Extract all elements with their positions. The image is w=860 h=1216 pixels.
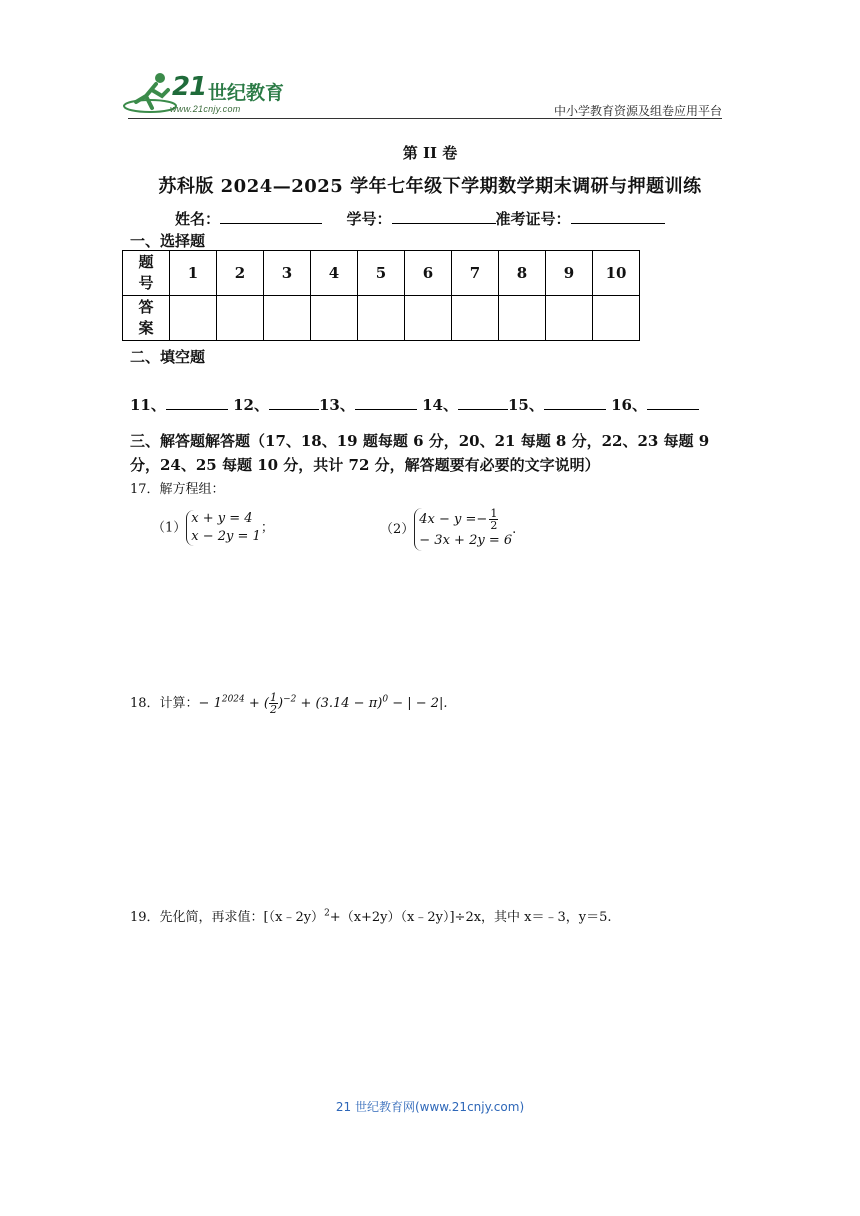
answer-cell[interactable] <box>311 296 358 341</box>
fill-blank[interactable] <box>544 395 606 410</box>
table-row <box>123 296 640 341</box>
fill-blank[interactable] <box>355 395 417 410</box>
answer-cell[interactable] <box>405 296 452 341</box>
exam-title: 苏科版 2024—2025 学年七年级下学期数学期末调研与押题训练 <box>158 176 702 197</box>
equation: $4x - y =- \frac{1}{2}$ <box>419 507 498 532</box>
answer-cell[interactable] <box>499 296 546 341</box>
volume-label: 第 II 卷 <box>402 144 458 162</box>
answer-cell[interactable] <box>170 296 217 341</box>
student-info <box>175 208 665 229</box>
id-label: 学号： <box>346 210 392 228</box>
platform-label: 中小学教育资源及组卷应用平台 <box>553 104 722 118</box>
fill-label: 15、 <box>507 396 544 414</box>
logo-number: 21 <box>172 72 207 102</box>
footer-link[interactable]: 21 世纪教育网(www.21cnjy.com) <box>335 1100 525 1114</box>
fill-label: 11、 <box>130 396 166 414</box>
question-17-part2: $(2)4x - y =- \frac{1}{2}$ − 3x + 2y = 6. <box>380 508 516 551</box>
table-header-cell: 答 案 <box>123 296 170 341</box>
fill-label: 12、 <box>233 396 269 414</box>
fill-blank[interactable] <box>647 395 699 410</box>
id-field[interactable] <box>392 209 496 224</box>
name-label: 姓名： <box>175 210 221 228</box>
section-fill-heading: 二、填空题 <box>130 348 206 366</box>
fill-blank[interactable] <box>269 395 319 410</box>
answer-cell[interactable] <box>358 296 405 341</box>
fill-blank[interactable] <box>458 395 508 410</box>
table-cell: 3 <box>264 251 311 296</box>
logo-text: 世纪教育 <box>208 82 285 104</box>
answer-cell[interactable] <box>217 296 264 341</box>
name-field[interactable] <box>220 209 322 224</box>
answer-table <box>122 250 640 341</box>
fill-blank[interactable] <box>166 395 228 410</box>
fill-blanks-row <box>130 394 699 415</box>
question-19: 19．先化简，再求值：[（x﹣2y）$^2$+（x+2y）（x﹣2y）]÷2x，其中 x＝﹣3，y＝5. <box>130 908 612 925</box>
table-cell: 7 <box>452 251 499 296</box>
equation: x + y = 4 <box>191 511 253 526</box>
table-row <box>123 251 640 296</box>
table-cell: 5 <box>358 251 405 296</box>
question-18: 18．计算：− $1^{2024} + (\frac{1}{2})^{-2} + (3.14 - \pi)^0$ − | − 2|. <box>130 691 448 716</box>
question-17-stem: 17．解方程组： <box>130 482 225 497</box>
table-cell: 9 <box>546 251 593 296</box>
fill-label: 16、 <box>611 396 647 414</box>
fill-label: 13、 <box>318 396 355 414</box>
exam-number-label: 准考证号： <box>495 210 571 228</box>
table-header-cell: 题 号 <box>123 251 170 296</box>
section-solve-heading-cont: 分，24、25 每题 10 分，共计 72 分，解答题要有必要的文字说明） <box>130 456 600 474</box>
logo-url: www.21cnjy.com <box>170 104 241 114</box>
answer-cell[interactable] <box>264 296 311 341</box>
header-divider <box>128 118 722 119</box>
table-cell: 6 <box>405 251 452 296</box>
equation: x − 2y = 1 <box>191 529 261 544</box>
section-choice-heading: 一、选择题 <box>130 232 206 250</box>
table-cell: 4 <box>311 251 358 296</box>
answer-cell[interactable] <box>452 296 499 341</box>
section-solve-heading: 三、解答题解答题（17、18、19 题每题 6 分，20、21 每题 8 分，22、23 每题 9 <box>130 432 710 450</box>
table-cell: 2 <box>217 251 264 296</box>
answer-cell[interactable] <box>593 296 640 341</box>
table-cell: 10 <box>593 251 640 296</box>
equation: − 3x + 2y = 6 <box>419 533 513 548</box>
table-cell: 1 <box>170 251 217 296</box>
answer-cell[interactable] <box>546 296 593 341</box>
fill-label: 14、 <box>422 396 458 414</box>
exam-number-field[interactable] <box>571 209 665 224</box>
table-cell: 8 <box>499 251 546 296</box>
question-17-part1: （1）x + y = 4 x − 2y = 1； <box>152 511 274 544</box>
